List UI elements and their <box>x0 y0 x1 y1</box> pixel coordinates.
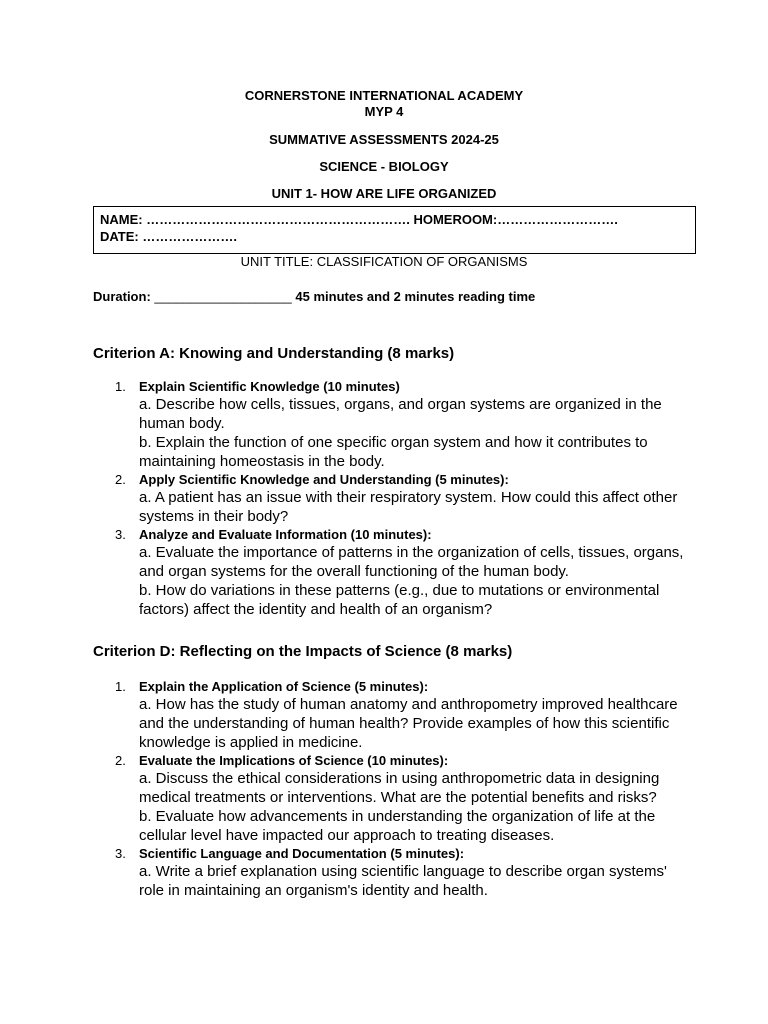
question-number: 3. <box>115 846 126 861</box>
unit-title: UNIT TITLE: CLASSIFICATION OF ORGANISMS <box>240 254 528 269</box>
question-part: a. Write a brief explanation using scientific language to describe organ systems' role in maintaining an organism's identity and health. <box>139 863 667 899</box>
school-name: CORNERSTONE INTERNATIONAL ACADEMY <box>244 88 524 103</box>
question-item <box>93 378 693 471</box>
question-part: a. Describe how cells, tissues, organs, and organ systems are organized in the human body. <box>139 396 662 432</box>
question-part: a. Evaluate the importance of patterns in the organization of cells, tissues, organs, and organ systems for the overall functioning of the human body. <box>139 544 684 580</box>
duration-label: Duration: <box>93 289 151 304</box>
unit-heading: UNIT 1- HOW ARE LIFE ORGANIZED <box>271 186 497 201</box>
criterion-a-questions <box>93 378 693 619</box>
student-info-box <box>93 206 696 254</box>
criterion-d-questions <box>93 678 693 900</box>
question-number: 2. <box>115 472 126 487</box>
question-item <box>93 752 693 845</box>
subject-title: SCIENCE - BIOLOGY <box>319 159 449 174</box>
question-part: b. Evaluate how advancements in understanding the organization of life at the cellular level have impacted our approach to treating diseases. <box>139 808 656 844</box>
name-homeroom-line: NAME: ……………………………………………………. HOMEROOM:………………………. <box>100 212 618 227</box>
duration-value: 45 minutes and 2 minutes reading time <box>295 289 536 304</box>
question-item <box>93 471 693 526</box>
question-item <box>93 845 693 900</box>
question-part: a. A patient has an issue with their respiratory system. How could this affect other systems in their body? <box>139 489 678 525</box>
question-number: 3. <box>115 527 126 542</box>
question-part: b. How do variations in these patterns (e.g., due to mutations or environmental factors) affect the identity and health of an organism? <box>139 582 660 618</box>
question-number: 1. <box>115 379 126 394</box>
question-item <box>93 678 693 752</box>
question-item <box>93 526 693 619</box>
duration-line <box>93 289 535 304</box>
question-title: Scientific Language and Documentation (5 minutes): <box>139 846 465 861</box>
question-title: Explain the Application of Science (5 minutes): <box>139 679 429 694</box>
question-part: a. How has the study of human anatomy and anthropometry improved healthcare and the understanding of human health? Provide examples of how this scientific knowledge is applied in medicine. <box>139 696 678 751</box>
criterion-a-heading: Criterion A: Knowing and Understanding (8 marks) <box>93 345 455 362</box>
assessment-title: SUMMATIVE ASSESSMENTS 2024-25 <box>269 132 499 147</box>
question-part: b. Explain the function of one specific organ system and how it contributes to maintaining homeostasis in the body. <box>139 434 648 470</box>
question-title: Explain Scientific Knowledge (10 minutes) <box>139 379 400 394</box>
duration-blank: ___________________ <box>154 289 292 304</box>
program-name: MYP 4 <box>364 104 404 119</box>
school-header <box>0 88 768 120</box>
date-line: DATE: …………………. <box>100 229 237 244</box>
question-number: 2. <box>115 753 126 768</box>
question-title: Apply Scientific Knowledge and Understanding (5 minutes): <box>139 472 509 487</box>
question-title: Evaluate the Implications of Science (10 minutes): <box>139 753 449 768</box>
question-part: a. Discuss the ethical considerations in using anthropometric data in designing medical treatments or interventions. What are the potential benefits and risks? <box>139 770 660 806</box>
criterion-d-heading: Criterion D: Reflecting on the Impacts of Science (8 marks) <box>93 643 513 660</box>
question-number: 1. <box>115 679 126 694</box>
question-title: Analyze and Evaluate Information (10 minutes): <box>139 527 432 542</box>
